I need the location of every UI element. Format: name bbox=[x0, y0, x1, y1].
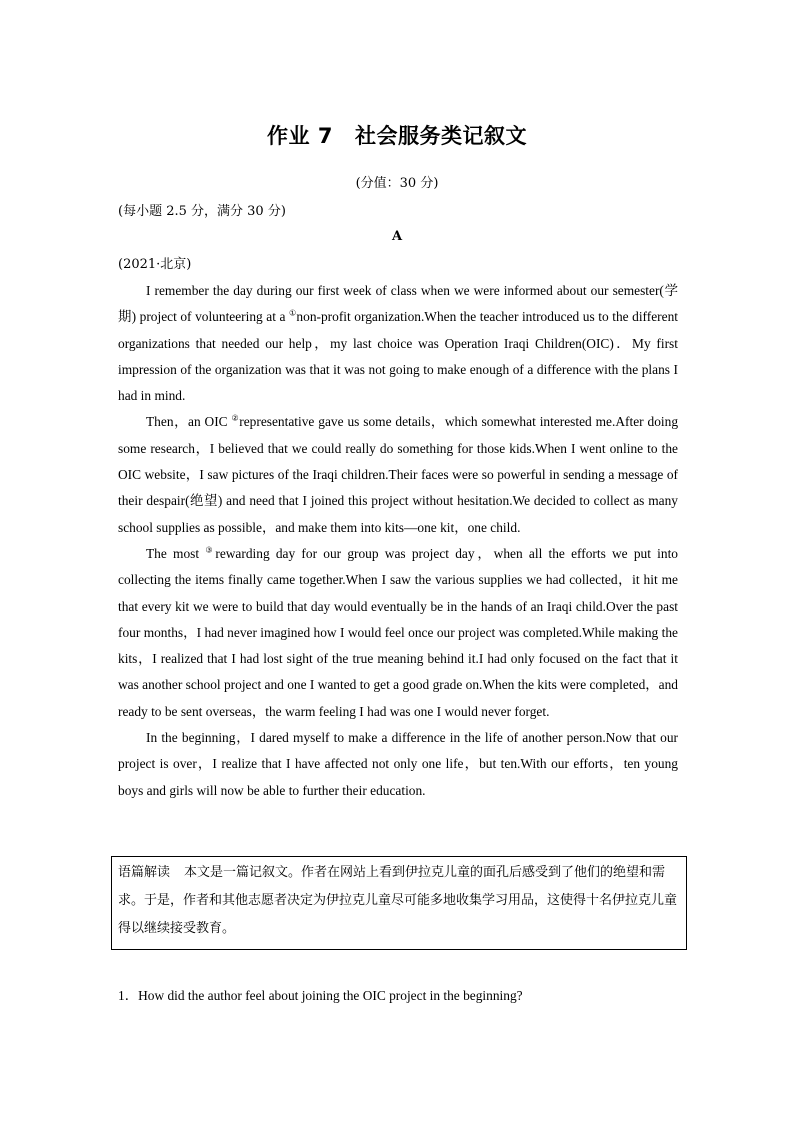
section-label: A bbox=[391, 229, 403, 244]
question-1: 1．How did the author feel about joining the OIC project in the beginning? bbox=[118, 988, 523, 1003]
passage-paragraph: In the beginning，I dared myself to make a difference in the life of another person.Now that our project is over，I realize that I have affected not only one life，but ten.With our efforts，ten young boys and girls will now be able to further their education. bbox=[118, 730, 678, 798]
footnote-marker: ③ bbox=[205, 545, 216, 555]
title-topic: 社会服务类记叙文 bbox=[354, 124, 527, 148]
discourse-analysis-text: 本文是一篇记叙文。作者在网站上看到伊拉克儿童的面孔后感受到了他们的绝望和需求。于是，作者和其他志愿者决定为伊拉克儿童尽可能多地收集学习用品，这使得十名伊拉克儿童得以继续接受教育。 bbox=[118, 865, 678, 936]
reading-passage bbox=[118, 278, 678, 804]
footnote-marker: ② bbox=[231, 414, 240, 424]
title-assignment-number: 作业 7 bbox=[267, 124, 333, 148]
passage-paragraph: I remember the day during our first week of class when we were informed about our semester(学期) project of volunteering at a ①non-profit organization.When the teacher introduced us to the different organizations that needed our help，my last choice was Operation Iraqi Children(OIC)．My first impression of the organization was that it was not going to make enough of a difference with the plans I had in mind. bbox=[118, 283, 678, 404]
source-citation: (2021·北京) bbox=[118, 257, 192, 272]
points-note: (每小题 2.5 分，满分 30 分) bbox=[118, 204, 286, 219]
discourse-analysis-box bbox=[111, 856, 687, 950]
passage-paragraph: The most ③rewarding day for our group was project day，when all the efforts we put into collecting the items finally came together.When I saw the various supplies we had collected，it hit me that every kit we were to build that day would eventually be in the hands of an Iraqi child.Over the past four months，I had never imagined how I would feel once our project was completed.While making the kits，I realized that I had lost sight of the true meaning behind it.I had only focused on the fact that it was another school project and one I wanted to get a good grade on.When the kits were completed，and ready to be sent overseas，the warm feeling I had was one I would never forget. bbox=[118, 545, 679, 719]
page-title bbox=[0, 120, 794, 150]
score-line: (分值：30 分) bbox=[355, 176, 439, 191]
discourse-analysis-label: 语篇解读 bbox=[118, 865, 171, 880]
footnote-marker: ① bbox=[289, 308, 297, 318]
passage-paragraph: Then，an OIC ②representative gave us some details，which somewhat interested me.After doing some research，I believed that we could really do something for those kids.When I went online to the OIC website，I saw pictures of the Iraqi children.Their faces were so powerful in sending a message of their despair(绝望) and need that I joined this project without hesitation.We decided to collect as many school supplies as possible，and make them into kits—one kit，one child. bbox=[118, 414, 679, 535]
